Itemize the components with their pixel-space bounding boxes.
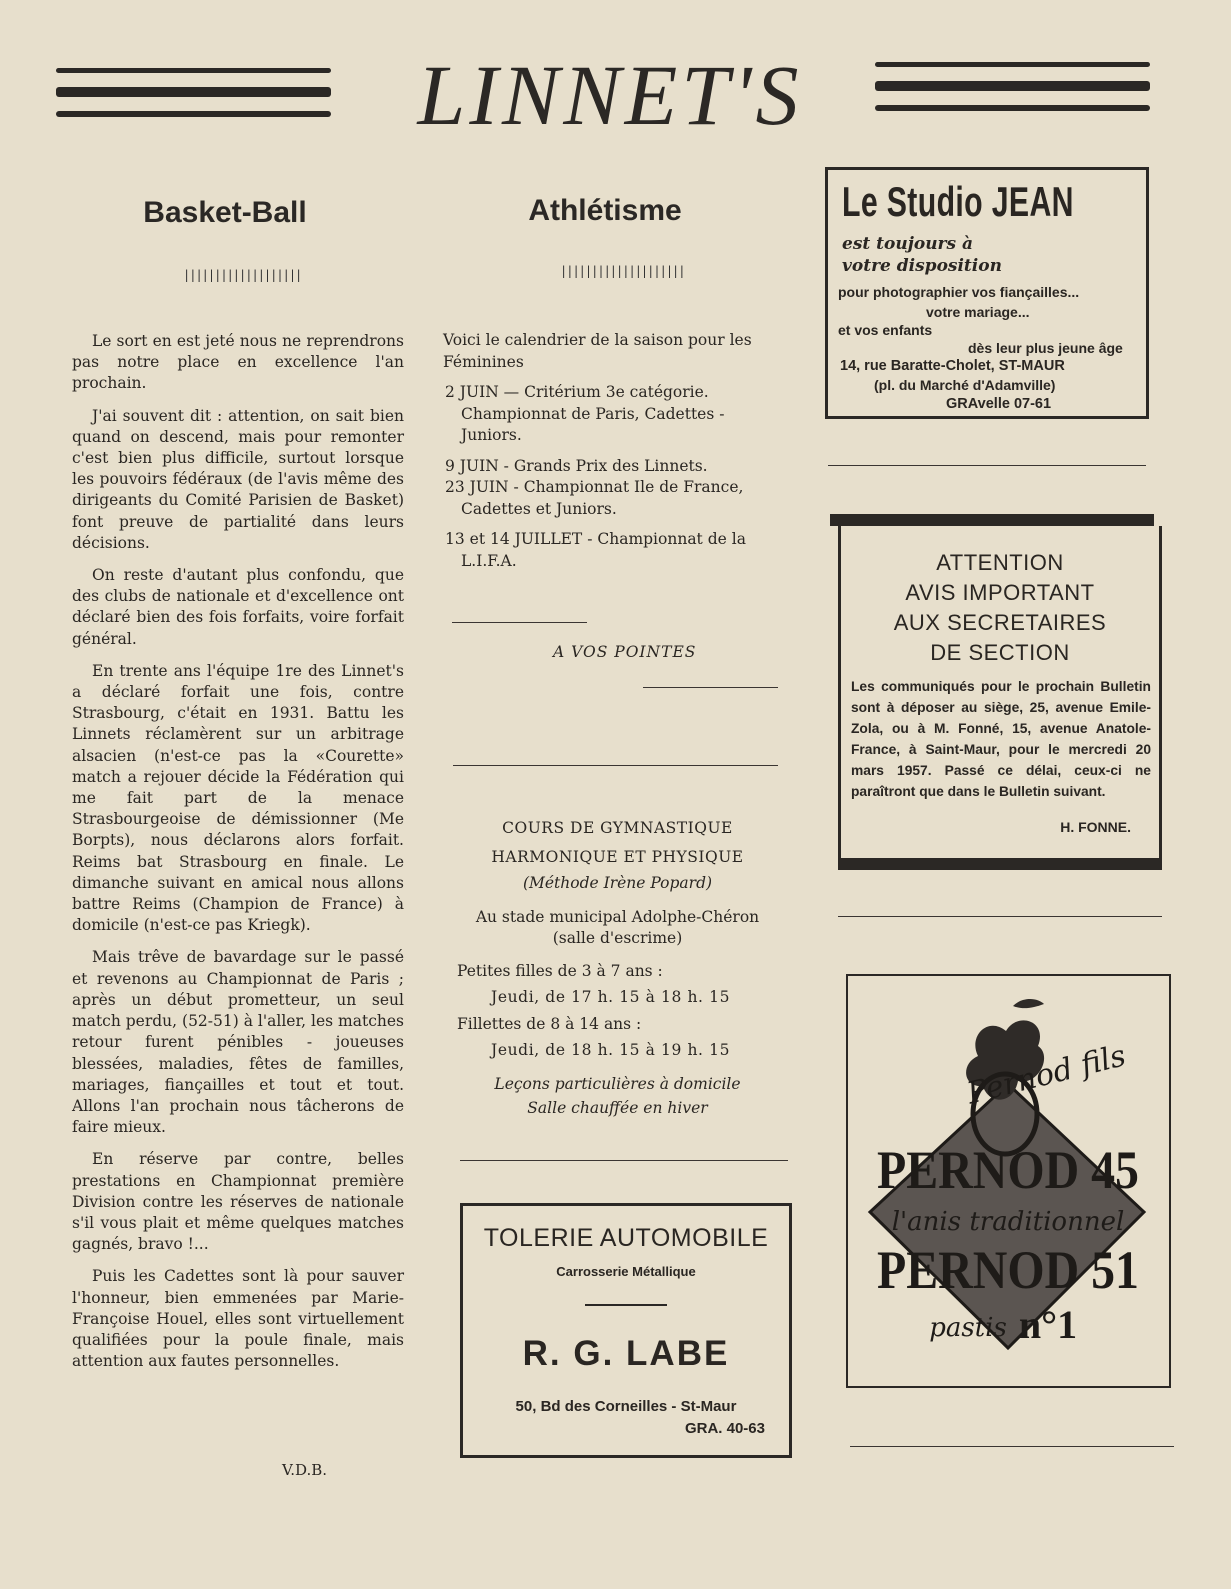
studio-line: votre mariage... — [926, 304, 1030, 320]
basket-signature: V.D.B. — [282, 1461, 328, 1479]
tolerie-title: TOLERIE AUTOMOBILE — [483, 1224, 769, 1252]
studio-line: pour photographier vos fiançailles... — [838, 284, 1080, 300]
divider — [585, 1304, 667, 1306]
gym-venue: Au stade municipal Adolphe-Chéron — [475, 907, 760, 926]
pernod-artwork — [848, 976, 1169, 1386]
studio-tagline: votre disposition — [842, 256, 1002, 276]
notice-signature: H. FONNE. — [1060, 819, 1131, 835]
athletisme-intro: Voici le calendrier de la saison pour les Féminines — [443, 331, 752, 371]
basket-ticks: ||||||||||||||||||| — [183, 268, 302, 282]
basket-article — [72, 331, 404, 1383]
tolerie-subtitle: Carrosserie Métallique — [556, 1264, 696, 1279]
studio-tagline: est toujours à — [842, 234, 974, 254]
masthead-left-lines — [56, 68, 331, 131]
event-item: 23 JUIN - Championnat Ile de France, Cadettes et Juniors. — [445, 478, 744, 518]
notice-heading: DE SECTION — [930, 640, 1070, 665]
divider — [828, 465, 1146, 466]
basket-paragraph: J'ai souvent dit : attention, on sait bien quand on descend, mais pour remonter c'est bien plus difficile, surtout lorsque les pouvoirs fédéraux (de l'avis même des dirigeants du Comité Parisien de Basket) font preuve de partialité dans leurs décisions. — [72, 406, 404, 552]
gym-time: Jeudi, de 17 h. 15 à 18 h. 15 — [491, 988, 731, 1006]
divider — [460, 1160, 788, 1161]
basket-paragraph: En trente ans l'équipe 1re des Linnet's a déclaré forfait une fois, contre Strasbourg, c'était en 1931. Battu les Linnets réclamèrent sur un arbitrage alsacien (n'est-ce pas la «Courette» match a rejouer décide la Fédération qui me fait part de la menace Strasbourgeoise de démissionner (Me Borpts), nous déclarons alors forfait. Reims bat Strasbourg en finale. Le dimanche suivant en amical nous allons battre Reims (Champion de France) à domicile (n'est-ce pas Kriegk). — [72, 661, 404, 935]
basket-paragraph: Le sort en est jeté nous ne reprendrons pas notre place en excellence l'an prochain. — [72, 332, 404, 393]
pernod-line1: PERNOD 45 — [877, 1140, 1139, 1200]
athletisme-title: Athlétisme — [528, 194, 682, 227]
notice-top-bar — [830, 514, 1154, 526]
pernod-number: n°1 — [1018, 1302, 1078, 1347]
gym-note: Leçons particulières à domicile — [494, 1074, 741, 1093]
gym-group: Petites filles de 3 à 7 ans : — [457, 961, 663, 980]
tolerie-name: R. G. LABE — [522, 1334, 730, 1373]
gym-method: (Méthode Irène Popard) — [522, 874, 713, 892]
masthead-title: LINNET'S — [417, 47, 803, 143]
athletisme-ticks: |||||||||||||||||||| — [560, 264, 685, 278]
studio-line: dès leur plus jeune âge — [968, 340, 1123, 356]
studio-line: et vos enfants — [838, 322, 933, 338]
event-item: 2 JUIN — Critérium 3e catégorie. Championnat de Paris, Cadettes - Juniors. — [445, 383, 725, 444]
event-item: 13 et 14 JUILLET - Championnat de la L.I.F.A. — [445, 530, 746, 570]
pernod-pastis: pastis — [929, 1313, 1007, 1343]
basket-title: Basket-Ball — [143, 196, 307, 229]
tolerie-address: 50, Bd des Corneilles - St-Maur — [515, 1398, 737, 1415]
gym-title: HARMONIQUE ET PHYSIQUE — [491, 847, 744, 866]
pernod-ad — [846, 974, 1171, 1388]
athletisme-calendar — [443, 330, 778, 581]
studio-ad — [825, 167, 1149, 419]
pernod-line2: PERNOD 51 — [877, 1240, 1139, 1300]
notice-heading: ATTENTION — [936, 550, 1064, 575]
divider — [453, 765, 778, 766]
pernod-tagline: l'anis traditionnel — [891, 1207, 1125, 1237]
basket-paragraph: Mais trêve de bavardage sur le passé et revenons au Championnat de Paris ; après un début prometteur, un seul match perdu, (52-51) à l'aller, les matches retour furent pénibles - joueuses blessées, maladies, fêtes de familles, mariages, fiançailles et tout et tout. Allons l'an prochain nous tâcherons de faire mieux. — [72, 948, 404, 1137]
gym-title: COURS DE GYMNASTIQUE — [502, 819, 733, 837]
gym-venue: (salle d'escrime) — [552, 929, 683, 947]
basket-paragraph: On reste d'autant plus confondu, que des clubs de nationale et d'excellence ont déclaré bien des fois forfaits, voire forfait général. — [72, 566, 404, 648]
divider — [643, 687, 778, 688]
basket-paragraph: Puis les Cadettes sont là pour sauver l'honneur, bien emmenées par Marie-Françoise Houel, elles sont virtuellement qualifiées pour la poule finale, mais attention aux fautes personnelles. — [72, 1267, 404, 1371]
event-item: 9 JUIN - Grands Prix des Linnets. — [445, 456, 708, 475]
divider — [452, 622, 587, 623]
gym-section — [445, 818, 790, 1120]
studio-phone: GRAvelle 07-61 — [946, 396, 1052, 412]
notice-bottom-bar — [838, 858, 1162, 870]
masthead-right-lines — [875, 62, 1150, 125]
gym-time: Jeudi, de 18 h. 15 à 19 h. 15 — [491, 1041, 731, 1059]
gym-group: Fillettes de 8 à 14 ans : — [457, 1014, 642, 1033]
divider — [850, 1446, 1174, 1447]
leaf-icon — [1013, 999, 1044, 1008]
notice-box — [838, 526, 1162, 858]
gym-note: Salle chauffée en hiver — [527, 1099, 708, 1117]
notice-body: Les communiqués pour le prochain Bulletin sont à déposer au siège, 25, avenue Emile-Zola, ou à M. Fonné, 15, avenue Anatole-France, à Saint-Maur, pour le mercredi 20 mars 1957. Passé ce délai, ceux-ci ne paraîtront que dans le Bulletin suivant. — [851, 679, 1151, 799]
studio-address: (pl. du Marché d'Adamville) — [874, 377, 1056, 393]
notice-heading: AUX SECRETAIRES — [893, 610, 1107, 635]
notice-heading: AVIS IMPORTANT — [905, 580, 1095, 605]
tolerie-ad — [460, 1203, 792, 1458]
tolerie-phone: GRA. 40-63 — [684, 1420, 765, 1437]
pernod-brand: Pernod fils — [963, 1038, 1130, 1112]
athletisme-slogan: A VOS POINTES — [553, 643, 697, 661]
studio-title: Le Studio JEAN — [842, 178, 1074, 225]
studio-address: 14, rue Baratte-Cholet, ST-MAUR — [840, 358, 1065, 374]
divider — [838, 916, 1162, 917]
basket-paragraph: En réserve par contre, belles prestations en Championnat première Division contre les réserves de nationale s'il vous plait et même quelques matches gagnés, bravo !... — [72, 1150, 404, 1254]
